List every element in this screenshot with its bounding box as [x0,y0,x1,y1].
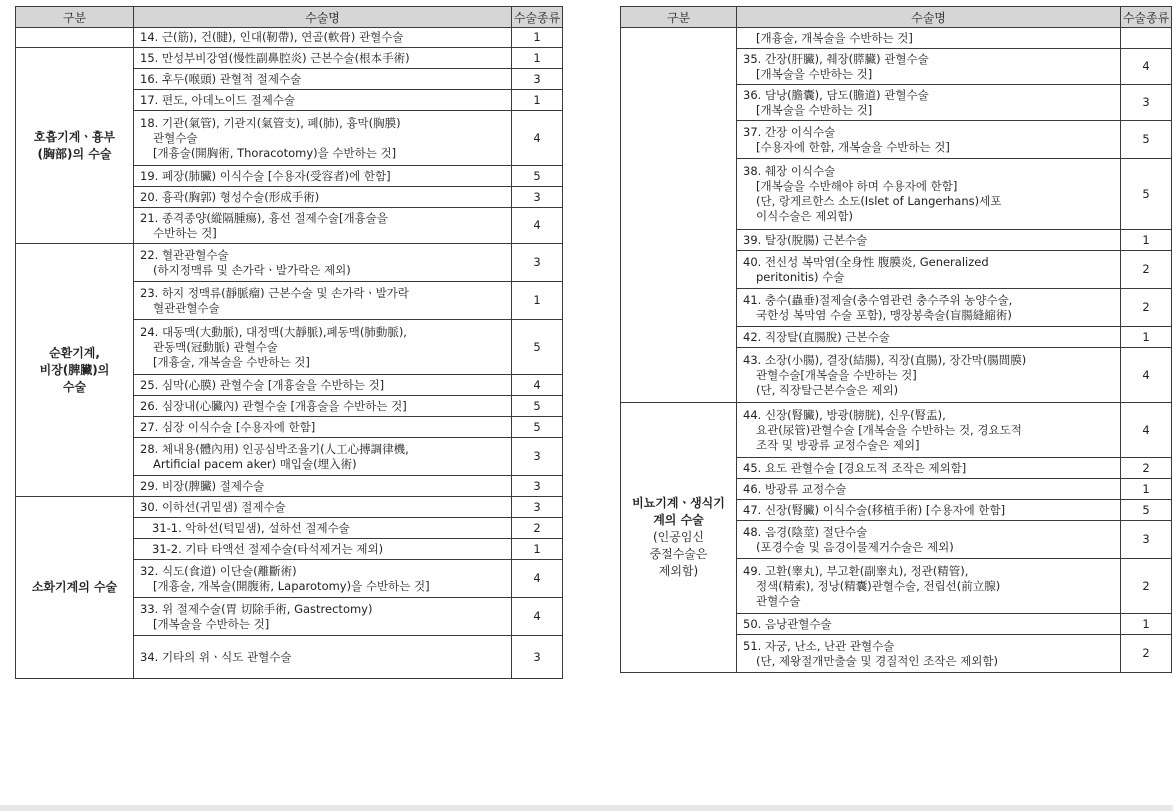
surgery-name-line: 45. 요도 관혈수술 [경요도적 조작은 제외함] [743,460,967,475]
surgery-name-line: 24. 대동맥(大動脈), 대정맥(大靜脈),폐동맥(肺動脈), [140,324,407,339]
surgery-name-line: 49. 고환(睾丸), 부고환(副睾丸), 정관(精管), [743,563,969,578]
table-row [621,403,1172,458]
surgery-name-line: 18. 기관(氣管), 기관지(氣管支), 폐(肺), 흉막(胸膜) [140,115,401,130]
surgery-type-cell: 4 [512,598,563,636]
surgery-name-line: 40. 전신성 복막염(全身性 腹膜炎, Generalized [743,254,989,269]
surgery-name-line: 관혈수술 [153,130,198,145]
surgery-name-cell [737,327,1121,348]
surgery-name-line: 이식수술은 제외함) [756,209,854,223]
header-surgery-name: 수술명 [134,7,512,28]
surgery-name-cell [134,598,512,636]
surgery-name-cell [134,208,512,244]
surgery-name-line: 41. 충수(蟲垂)절제술(충수염관련 충수주위 농양수술, [743,292,1013,307]
surgery-name-cell [134,90,512,111]
header-category: 구분 [621,7,737,28]
surgery-name-line: [개흉술(開胸術, Thoracotomy)을 수반하는 것] [153,145,397,160]
surgery-name-line: 29. 비장(脾臟) 절제수술 [140,478,265,493]
surgery-name-cell [737,635,1121,673]
right-header-row [621,7,1172,28]
surgery-type-cell: 1 [1121,327,1172,348]
category-label: 소화기계의 수술 [31,580,118,594]
surgery-type-cell: 1 [1121,479,1172,500]
surgery-type-cell: 4 [1121,403,1172,458]
surgery-name-line: 46. 방광류 교정수술 [743,481,847,496]
surgery-name-line: 23. 하지 정맥류(靜脈瘤) 근본수술 및 손가락ㆍ발가락 [140,285,409,300]
surgery-name-cell [134,417,512,438]
surgery-name-cell [737,251,1121,289]
surgery-type-cell [1121,28,1172,49]
surgery-name-cell [737,479,1121,500]
surgery-name-line: 14. 근(筋), 건(腱), 인대(靭帶), 연골(軟骨) 관혈수술 [140,30,404,44]
surgery-type-cell: 5 [512,396,563,417]
surgery-name-cell [134,396,512,417]
surgery-type-cell: 4 [512,208,563,244]
surgery-type-cell: 1 [512,28,563,48]
surgery-name-cell [737,121,1121,159]
surgery-name-cell [134,48,512,69]
surgery-name-line: (포경수술 및 음경이물제거수술은 제외) [756,539,954,554]
surgery-name-line: 44. 신장(腎臟), 방광(膀胱), 신우(腎盂), [743,407,946,422]
surgery-name-cell [737,230,1121,251]
surgery-name-line: 22. 혈관관혈수술 [140,247,229,262]
surgery-name-line: [개복술을 수반하는 것] [756,102,873,117]
surgery-type-cell: 3 [512,636,563,679]
category-label: 수술 [62,379,87,394]
surgery-name-line: 관혈수술[개복술을 수반하는 것] [756,367,917,382]
header-surgery-type: 수술종류 [1121,7,1172,28]
surgery-type-cell: 5 [512,417,563,438]
surgery-name-cell [737,559,1121,614]
surgery-type-cell: 2 [1121,559,1172,614]
surgery-name-line: 20. 흉곽(胸郭) 형성수술(形成手術) [140,189,320,204]
surgery-name-line: 16. 후두(喉頭) 관혈적 절제수술 [140,71,302,86]
surgery-name-cell [737,614,1121,635]
surgery-name-line: 34. 기타의 위ㆍ식도 관혈수술 [140,649,292,664]
table-row [16,48,563,69]
surgery-name-cell [134,187,512,208]
category-note: (인공임신 [652,530,705,544]
surgery-name-cell [134,320,512,375]
category-label: 비장(脾臟)의 [39,362,110,377]
surgery-name-line: [개복술을 수반하는 것] [153,616,270,631]
surgery-type-cell: 1 [512,539,563,560]
surgery-name-line: 42. 직장탈(直腸脫) 근본수술 [743,329,890,344]
surgery-name-cell [134,28,512,48]
table-row [16,28,563,48]
surgery-type-cell: 1 [512,282,563,320]
surgery-type-cell: 2 [1121,458,1172,479]
surgery-name-cell [737,28,1121,49]
surgery-type-cell: 2 [512,518,563,539]
surgery-name-line: 39. 탈장(脫腸) 근본수술 [743,232,868,247]
surgery-type-cell: 5 [1121,121,1172,159]
surgery-type-cell: 5 [512,166,563,187]
surgery-name-line: (단, 직장탈근본수술은 제외) [756,382,899,397]
surgery-type-cell: 3 [1121,85,1172,121]
surgery-name-cell [134,438,512,476]
surgery-type-cell: 3 [512,497,563,518]
surgery-name-cell [134,560,512,598]
surgery-name-line: [수용자에 한함, 개복술을 수반하는 것] [756,139,950,154]
surgery-name-cell [134,111,512,166]
surgery-type-cell: 4 [1121,49,1172,85]
surgery-type-cell: 3 [512,476,563,497]
surgery-name-cell [737,289,1121,327]
surgery-type-cell: 1 [512,48,563,69]
surgery-type-cell: 3 [512,69,563,90]
surgery-name-line: 30. 이하선(귀밑샘) 절제수술 [140,499,286,514]
surgery-name-line: 조작 및 방광류 교정수술은 제외] [756,437,920,452]
table-row [16,497,563,518]
surgery-name-line: 19. 폐장(肺臟) 이식수술 [수용자(受容者)에 한함] [140,168,391,183]
surgery-name-line: [개흉술, 개복술(開腹術, Laparotomy)을 수반하는 것] [153,578,430,593]
header-surgery-name: 수술명 [737,7,1121,28]
category-respiratory-thoracic [16,48,134,244]
page-bottom-edge [0,805,1173,811]
surgery-name-line: [개복술을 수반해야 하며 수용자에 한함] [756,179,958,193]
surgery-name-cell [737,348,1121,403]
surgery-type-cell: 2 [1121,251,1172,289]
category-note: 제외함) [658,564,699,578]
surgery-name-cell [737,403,1121,458]
surgery-name-line: 혈관관혈수술 [153,300,220,315]
surgery-name-line: 31-1. 악하선(턱밑샘), 설하선 절제수술 [152,520,350,535]
category-note: 중절수술은 [649,547,708,561]
surgery-type-cell: 2 [1121,289,1172,327]
surgery-name-line: 28. 체내용(體內用) 인공심박조율기(人工心搏調律機, [140,441,409,456]
surgery-name-cell [737,500,1121,521]
surgery-name-cell [737,49,1121,85]
surgery-name-line: 51. 자궁, 난소, 난관 관혈수술 [743,638,895,653]
surgery-name-line: 43. 소장(小腸), 결장(結腸), 직장(直腸), 장간막(腸間膜) [743,352,1027,367]
surgery-name-line: 32. 식도(食道) 이단술(離斷術) [140,563,297,578]
category-cell-empty [621,28,737,403]
surgery-name-line: 15. 만성부비강염(慢性副鼻腔炎) 근본수술(根本手術) [140,50,410,65]
surgery-name-line: 36. 담낭(膽囊), 담도(膽道) 관혈수술 [743,87,929,102]
surgery-name-cell [134,244,512,282]
surgery-type-cell: 3 [512,244,563,282]
surgery-name-cell [134,518,512,539]
table-row [16,244,563,282]
category-label: 비뇨기계ㆍ생식기 [632,496,725,510]
surgery-name-cell [134,166,512,187]
left-surgery-table [15,6,563,679]
surgery-name-cell [737,159,1121,230]
surgery-name-line: 17. 편도, 아데노이드 절제수술 [140,92,296,107]
surgery-name-line: (단, 랑게르한스 소도(Islet of Langerhans)세포 [756,194,1002,208]
surgery-type-cell: 5 [1121,159,1172,230]
surgery-type-cell: 4 [512,111,563,166]
left-header-row [16,7,563,28]
surgery-name-line: 47. 신장(腎臟) 이식수술(移植手術) [수용자에 한함] [743,502,1006,517]
surgery-name-line: 요관(尿管)관혈수술 [개복술을 수반하는 것, 경요도적 [756,422,1022,437]
header-surgery-type: 수술종류 [512,7,563,28]
surgery-name-line: 37. 간장 이식수술 [743,124,836,139]
category-label: (胸部)의 수술 [37,146,112,161]
surgery-name-cell [134,636,512,679]
surgery-name-cell [134,69,512,90]
surgery-name-cell [737,85,1121,121]
surgery-name-line: [개흉술, 개복술을 수반하는 것] [756,30,913,45]
surgery-name-line: 25. 심막(心膜) 관혈수술 [개흉술을 수반하는 것] [140,377,385,392]
surgery-name-line: 48. 음경(陰莖) 절단수술 [743,524,868,539]
right-surgery-table [620,6,1172,673]
surgery-name-line: peritonitis) 수술 [756,269,845,284]
surgery-name-cell [134,282,512,320]
surgery-name-cell [737,521,1121,559]
surgery-name-line: [개복술을 수반하는 것] [756,66,873,81]
surgery-name-line: 38. 췌장 이식수술 [743,164,836,178]
surgery-type-cell: 3 [512,438,563,476]
surgery-name-cell [134,476,512,497]
surgery-name-line: 국한성 복막염 수술 포함), 맹장봉축술(盲腸縫縮術) [756,307,1012,322]
surgery-type-cell: 3 [1121,521,1172,559]
header-category: 구분 [16,7,134,28]
surgery-type-cell: 3 [512,187,563,208]
category-circulatory-spleen [16,244,134,497]
category-label: 계의 수술 [653,513,704,527]
surgery-type-cell: 1 [512,90,563,111]
surgery-name-cell [737,458,1121,479]
surgery-type-cell: 1 [1121,230,1172,251]
surgery-name-line: 31-2. 기타 타액선 절제수술(타석제거는 제외) [152,541,384,556]
surgery-name-line: 33. 위 절제수술(胃 切除手術, Gastrectomy) [140,601,373,616]
surgery-type-cell: 4 [1121,348,1172,403]
table-row [621,28,1172,49]
surgery-type-cell: 4 [512,560,563,598]
surgery-name-line: 정색(精索), 정낭(精囊)관혈수술, 전립선(前立腺) [756,578,1001,593]
surgery-name-line: 21. 종격종양(縱隔腫瘍), 흉선 절제수술[개흉술을 [140,210,388,225]
surgery-type-cell: 2 [1121,635,1172,673]
category-digestive [16,497,134,679]
surgery-name-line: (하지정맥류 및 손가락ㆍ발가락은 제외) [153,262,351,277]
surgery-name-line: [개흉술, 개복술을 수반하는 것] [153,354,310,369]
surgery-type-cell: 4 [512,375,563,396]
surgery-name-line: 35. 간장(肝臟), 췌장(膵臟) 관혈수술 [743,51,929,66]
surgery-name-line: (단, 제왕절개만출술 및 경질적인 조작은 제외함) [756,653,998,668]
surgery-name-line: 27. 심장 이식수술 [수용자에 한함] [140,419,316,434]
surgery-name-line: 관혈수술 [756,593,801,608]
surgery-name-cell [134,539,512,560]
surgery-type-cell: 1 [1121,614,1172,635]
surgery-name-cell [134,497,512,518]
category-cell-empty [16,28,134,48]
surgery-name-line: Artificial pacem aker) 매입술(埋入術) [153,456,357,471]
surgery-name-line: 50. 음낭관혈수술 [743,616,832,631]
surgery-name-cell [134,375,512,396]
surgery-type-cell: 5 [1121,500,1172,521]
category-urogenital [621,403,737,673]
category-label: 순환기계, [49,345,100,360]
surgery-name-line: 관동맥(冠動脈) 관혈수술 [153,339,278,354]
surgery-name-line: 수반하는 것] [153,225,217,240]
category-label: 호흡기계ㆍ흉부 [33,129,116,144]
surgery-name-line: 26. 심장내(心臟內) 관혈수술 [개흉술을 수반하는 것] [140,398,407,413]
surgery-type-cell: 5 [512,320,563,375]
